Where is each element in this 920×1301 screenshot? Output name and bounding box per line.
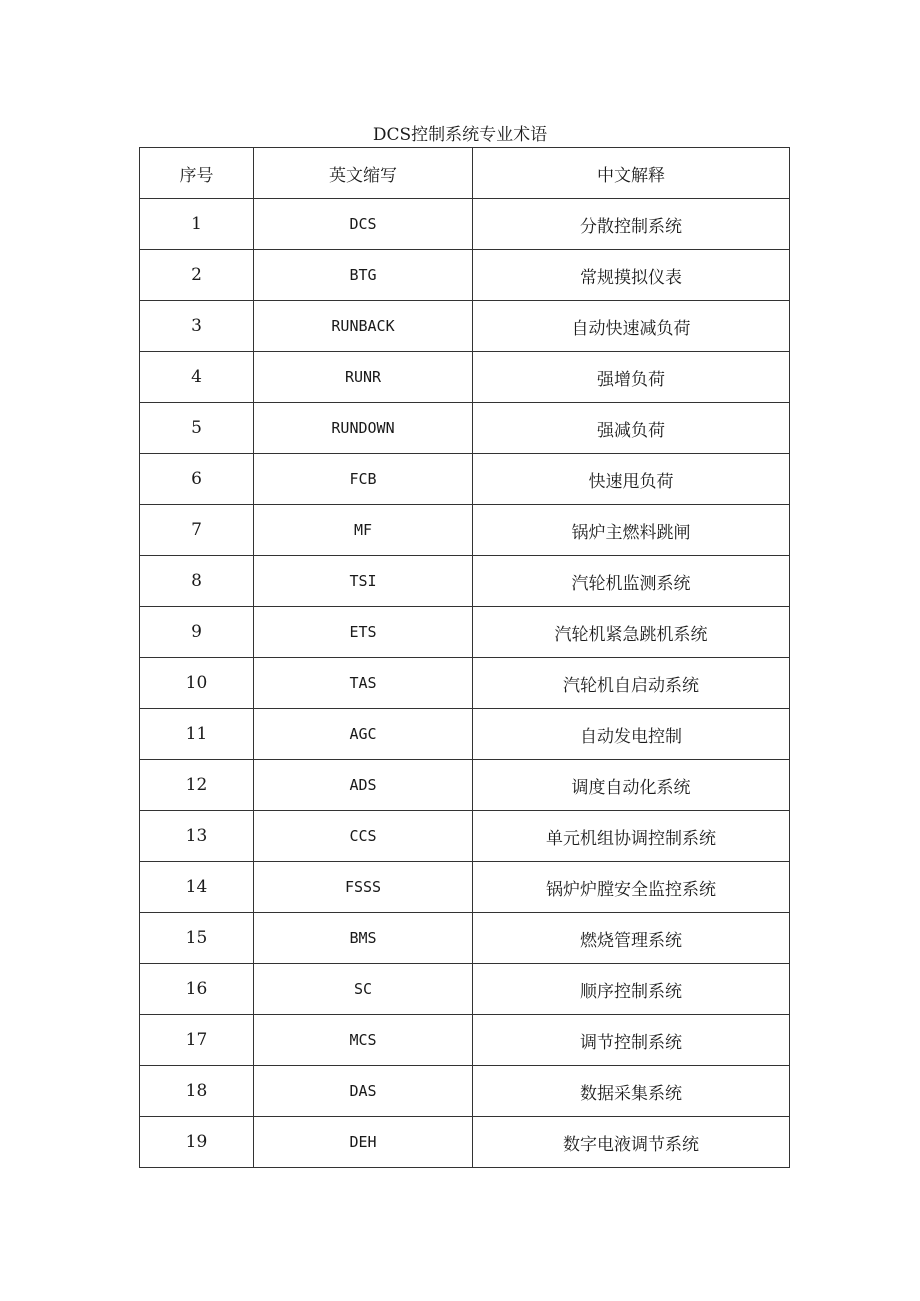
table-row bbox=[140, 301, 790, 352]
table-row bbox=[140, 199, 790, 250]
cell-index: 14 bbox=[140, 862, 254, 913]
cell-index: 5 bbox=[140, 403, 254, 454]
cell-chinese-meaning: 自动发电控制 bbox=[473, 709, 790, 760]
cell-chinese-meaning: 常规摸拟仪表 bbox=[473, 250, 790, 301]
table-header-row bbox=[140, 148, 790, 199]
cell-abbreviation: MF bbox=[254, 505, 473, 556]
cell-chinese-meaning: 汽轮机自启动系统 bbox=[473, 658, 790, 709]
table-row bbox=[140, 607, 790, 658]
cell-abbreviation: DAS bbox=[254, 1066, 473, 1117]
cell-abbreviation: RUNDOWN bbox=[254, 403, 473, 454]
table-row bbox=[140, 403, 790, 454]
cell-index: 16 bbox=[140, 964, 254, 1015]
cell-abbreviation: AGC bbox=[254, 709, 473, 760]
table-row bbox=[140, 454, 790, 505]
table-row bbox=[140, 352, 790, 403]
cell-index: 15 bbox=[140, 913, 254, 964]
cell-chinese-meaning: 调度自动化系统 bbox=[473, 760, 790, 811]
terms-table bbox=[139, 147, 790, 1168]
cell-chinese-meaning: 强增负荷 bbox=[473, 352, 790, 403]
cell-index: 3 bbox=[140, 301, 254, 352]
cell-index: 13 bbox=[140, 811, 254, 862]
cell-chinese-meaning: 燃烧管理系统 bbox=[473, 913, 790, 964]
cell-chinese-meaning: 单元机组协调控制系统 bbox=[473, 811, 790, 862]
cell-abbreviation: TAS bbox=[254, 658, 473, 709]
cell-index: 17 bbox=[140, 1015, 254, 1066]
cell-chinese-meaning: 锅炉主燃料跳闸 bbox=[473, 505, 790, 556]
table-row bbox=[140, 1066, 790, 1117]
cell-abbreviation: ADS bbox=[254, 760, 473, 811]
cell-abbreviation: TSI bbox=[254, 556, 473, 607]
cell-index: 4 bbox=[140, 352, 254, 403]
cell-abbreviation: SC bbox=[254, 964, 473, 1015]
cell-abbreviation: BTG bbox=[254, 250, 473, 301]
cell-abbreviation: DEH bbox=[254, 1117, 473, 1168]
table-row bbox=[140, 913, 790, 964]
table-row bbox=[140, 1117, 790, 1168]
cell-index: 18 bbox=[140, 1066, 254, 1117]
cell-index: 19 bbox=[140, 1117, 254, 1168]
table-row bbox=[140, 709, 790, 760]
table-row bbox=[140, 811, 790, 862]
cell-index: 2 bbox=[140, 250, 254, 301]
cell-chinese-meaning: 调节控制系统 bbox=[473, 1015, 790, 1066]
column-header-abbreviation: 英文缩写 bbox=[254, 148, 473, 199]
cell-abbreviation: BMS bbox=[254, 913, 473, 964]
cell-chinese-meaning: 顺序控制系统 bbox=[473, 964, 790, 1015]
cell-abbreviation: CCS bbox=[254, 811, 473, 862]
cell-index: 9 bbox=[140, 607, 254, 658]
table-row bbox=[140, 964, 790, 1015]
table-row bbox=[140, 760, 790, 811]
cell-index: 11 bbox=[140, 709, 254, 760]
cell-abbreviation: RUNBACK bbox=[254, 301, 473, 352]
cell-index: 7 bbox=[140, 505, 254, 556]
table-row bbox=[140, 505, 790, 556]
cell-abbreviation: FSSS bbox=[254, 862, 473, 913]
cell-chinese-meaning: 分散控制系统 bbox=[473, 199, 790, 250]
cell-index: 8 bbox=[140, 556, 254, 607]
column-header-index: 序号 bbox=[140, 148, 254, 199]
table-row bbox=[140, 862, 790, 913]
cell-chinese-meaning: 汽轮机监测系统 bbox=[473, 556, 790, 607]
cell-chinese-meaning: 自动快速减负荷 bbox=[473, 301, 790, 352]
cell-chinese-meaning: 汽轮机紧急跳机系统 bbox=[473, 607, 790, 658]
cell-index: 1 bbox=[140, 199, 254, 250]
cell-abbreviation: DCS bbox=[254, 199, 473, 250]
table-row bbox=[140, 250, 790, 301]
cell-chinese-meaning: 数字电液调节系统 bbox=[473, 1117, 790, 1168]
cell-chinese-meaning: 数据采集系统 bbox=[473, 1066, 790, 1117]
cell-chinese-meaning: 锅炉炉膛安全监控系统 bbox=[473, 862, 790, 913]
cell-index: 10 bbox=[140, 658, 254, 709]
table-row bbox=[140, 556, 790, 607]
page-title: DCS控制系统专业术语 bbox=[372, 125, 548, 145]
cell-index: 12 bbox=[140, 760, 254, 811]
cell-abbreviation: FCB bbox=[254, 454, 473, 505]
cell-abbreviation: MCS bbox=[254, 1015, 473, 1066]
column-header-chinese-meaning: 中文解释 bbox=[473, 148, 790, 199]
cell-index: 6 bbox=[140, 454, 254, 505]
cell-chinese-meaning: 强减负荷 bbox=[473, 403, 790, 454]
cell-abbreviation: ETS bbox=[254, 607, 473, 658]
table-row bbox=[140, 1015, 790, 1066]
cell-chinese-meaning: 快速甩负荷 bbox=[473, 454, 790, 505]
table-row bbox=[140, 658, 790, 709]
cell-abbreviation: RUNR bbox=[254, 352, 473, 403]
